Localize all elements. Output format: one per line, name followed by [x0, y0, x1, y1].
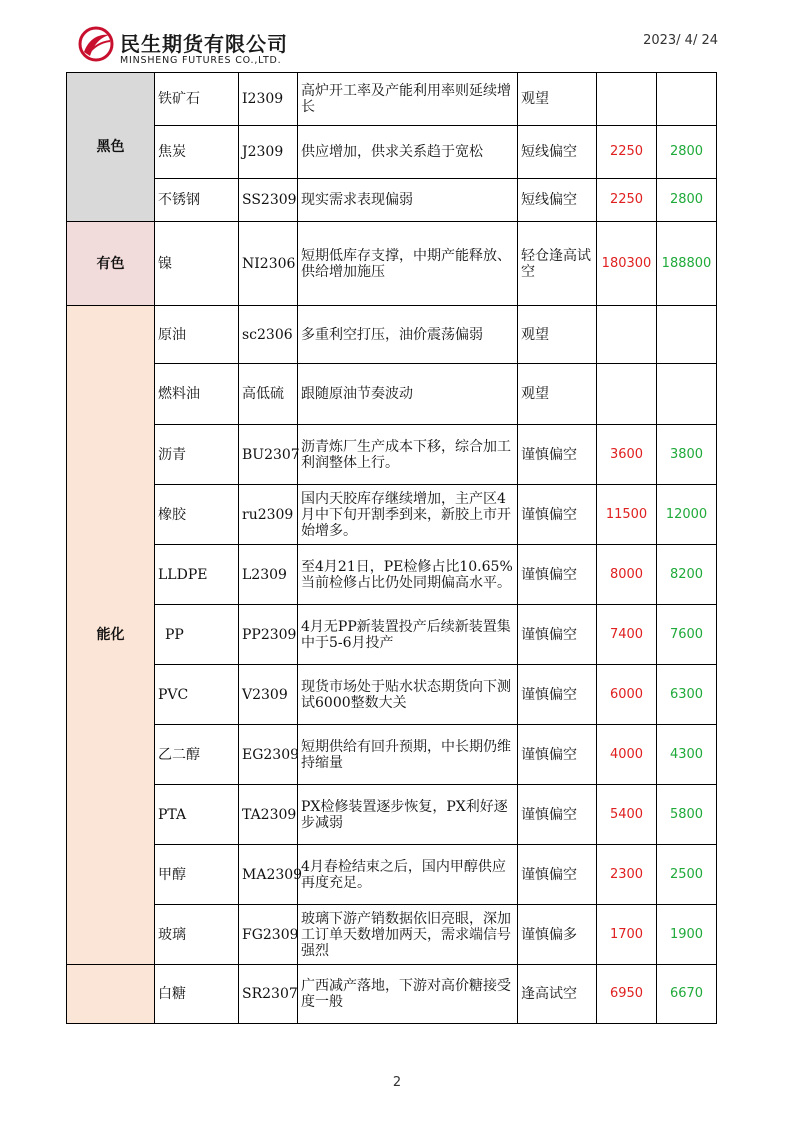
- contract-code: sc2306: [239, 306, 298, 364]
- market-view: 供应增加，供求关系趋于宽松: [298, 126, 518, 179]
- entry-price: 3600: [597, 425, 657, 485]
- stance: 观望: [518, 364, 597, 425]
- market-view: 高炉开工率及产能利用率则延续增长: [298, 73, 518, 126]
- stance: 谨慎偏空: [518, 845, 597, 905]
- table-row: [67, 785, 717, 845]
- contract-code: NI2306: [239, 222, 298, 306]
- contract-code: FG2309: [239, 905, 298, 965]
- market-view: 多重利空打压，油价震荡偏弱: [298, 306, 518, 364]
- product-name: LLDPE: [155, 545, 239, 605]
- table-row: [67, 126, 717, 179]
- table-row: [67, 179, 717, 222]
- table-row: [67, 605, 717, 665]
- contract-code: ru2309: [239, 485, 298, 545]
- product-name: 白糖: [155, 965, 239, 1024]
- table-row: [67, 306, 717, 364]
- stop-price: 2500: [657, 845, 717, 905]
- stop-price: 5800: [657, 785, 717, 845]
- stop-price: [657, 364, 717, 425]
- product-name: 原油: [155, 306, 239, 364]
- stance: 谨慎偏空: [518, 605, 597, 665]
- entry-price: [597, 306, 657, 364]
- stance: 短线偏空: [518, 179, 597, 222]
- product-name: 燃料油: [155, 364, 239, 425]
- contract-code: BU2307: [239, 425, 298, 485]
- stop-price: 1900: [657, 905, 717, 965]
- table-row: [67, 545, 717, 605]
- market-view: 广西减产落地，下游对高价糖接受度一般: [298, 965, 518, 1024]
- table-row: [67, 73, 717, 126]
- product-name: PTA: [155, 785, 239, 845]
- contract-code: SR2307: [239, 965, 298, 1024]
- table-row: [67, 222, 717, 306]
- contract-code: PP2309: [239, 605, 298, 665]
- stop-price: 12000: [657, 485, 717, 545]
- page-number: 2: [392, 1075, 402, 1090]
- market-view: 现实需求表现偏弱: [298, 179, 518, 222]
- product-name: 铁矿石: [155, 73, 239, 126]
- stance: 谨慎偏空: [518, 785, 597, 845]
- strategy-table: [66, 72, 717, 1024]
- market-view: 国内天胶库存继续增加，主产区4月中下旬开割季到来，新胶上市开始增多。: [298, 485, 518, 545]
- contract-code: L2309: [239, 545, 298, 605]
- product-name: 不锈钢: [155, 179, 239, 222]
- contract-code: TA2309: [239, 785, 298, 845]
- stance: 观望: [518, 73, 597, 126]
- entry-price: [597, 364, 657, 425]
- minsheng-logo-icon: [78, 26, 114, 62]
- table-row: [67, 485, 717, 545]
- sector-nonferrous: 有色: [67, 222, 155, 306]
- stop-price: 4300: [657, 725, 717, 785]
- stop-price: [657, 73, 717, 126]
- product-name: 橡胶: [155, 485, 239, 545]
- entry-price: 6950: [597, 965, 657, 1024]
- stop-price: 6300: [657, 665, 717, 725]
- contract-code: EG2309: [239, 725, 298, 785]
- stance: 谨慎偏多: [518, 905, 597, 965]
- entry-price: 5400: [597, 785, 657, 845]
- market-view: 现货市场处于贴水状态期货向下测试6000整数大关: [298, 665, 518, 725]
- entry-price: [597, 73, 657, 126]
- entry-price: 6000: [597, 665, 657, 725]
- table-row: [67, 665, 717, 725]
- stance: 谨慎偏空: [518, 725, 597, 785]
- contract-code: J2309: [239, 126, 298, 179]
- stance: 谨慎偏空: [518, 425, 597, 485]
- stop-price: [657, 306, 717, 364]
- stop-price: 2800: [657, 126, 717, 179]
- stop-price: 7600: [657, 605, 717, 665]
- stop-price: 188800: [657, 222, 717, 306]
- stance: 谨慎偏空: [518, 665, 597, 725]
- market-view: 至4月21日，PE检修占比10.65% 当前检修占比仍处同期偏高水平。: [298, 545, 518, 605]
- stop-price: 2800: [657, 179, 717, 222]
- entry-price: 2250: [597, 126, 657, 179]
- contract-code: V2309: [239, 665, 298, 725]
- product-name: 乙二醇: [155, 725, 239, 785]
- contract-code: MA2309: [239, 845, 298, 905]
- contract-code: SS2309: [239, 179, 298, 222]
- contract-code: I2309: [239, 73, 298, 126]
- stance: 观望: [518, 306, 597, 364]
- entry-price: 2250: [597, 179, 657, 222]
- contract-code: 高低硫: [239, 364, 298, 425]
- stop-price: 6670: [657, 965, 717, 1024]
- sector-black: 黑色: [67, 73, 155, 222]
- entry-price: 4000: [597, 725, 657, 785]
- sector-soft: [67, 965, 155, 1024]
- product-name: 沥青: [155, 425, 239, 485]
- stop-price: 3800: [657, 425, 717, 485]
- page-header: [0, 0, 794, 72]
- product-name: PVC: [155, 665, 239, 725]
- table-row: [67, 965, 717, 1024]
- market-view: 短期供给有回升预期，中长期仍维持缩量: [298, 725, 518, 785]
- entry-price: 1700: [597, 905, 657, 965]
- product-name: PP: [155, 605, 239, 665]
- company-name-cn: 民生期货有限公司: [120, 32, 288, 56]
- stop-price: 8200: [657, 545, 717, 605]
- table-row: [67, 425, 717, 485]
- table-row: [67, 364, 717, 425]
- table-row: [67, 845, 717, 905]
- stance: 逢高试空: [518, 965, 597, 1024]
- market-view: 短期低库存支撑，中期产能释放、供给增加施压: [298, 222, 518, 306]
- report-date: 2023/ 4/ 24: [643, 33, 718, 48]
- entry-price: 180300: [597, 222, 657, 306]
- market-view: PX检修装置逐步恢复，PX利好逐步减弱: [298, 785, 518, 845]
- market-view: 跟随原油节奏波动: [298, 364, 518, 425]
- company-name-en: MINSHENG FUTURES CO.,LTD.: [120, 55, 282, 66]
- stance: 谨慎偏空: [518, 545, 597, 605]
- market-view: 沥青炼厂生产成本下移，综合加工利润整体上行。: [298, 425, 518, 485]
- product-name: 甲醇: [155, 845, 239, 905]
- entry-price: 11500: [597, 485, 657, 545]
- stance: 轻仓逢高试空: [518, 222, 597, 306]
- product-name: 焦炭: [155, 126, 239, 179]
- market-view: 4月无PP新装置投产后续新装置集中于5-6月投产: [298, 605, 518, 665]
- entry-price: 2300: [597, 845, 657, 905]
- table-row: [67, 725, 717, 785]
- market-view: 4月春检结束之后，国内甲醇供应再度充足。: [298, 845, 518, 905]
- sector-energy: 能化: [67, 306, 155, 965]
- stance: 谨慎偏空: [518, 485, 597, 545]
- table-row: [67, 905, 717, 965]
- product-name: 玻璃: [155, 905, 239, 965]
- stance: 短线偏空: [518, 126, 597, 179]
- entry-price: 7400: [597, 605, 657, 665]
- product-name: 镍: [155, 222, 239, 306]
- entry-price: 8000: [597, 545, 657, 605]
- market-view: 玻璃下游产销数据依旧亮眼，深加工订单天数增加两天，需求端信号强烈: [298, 905, 518, 965]
